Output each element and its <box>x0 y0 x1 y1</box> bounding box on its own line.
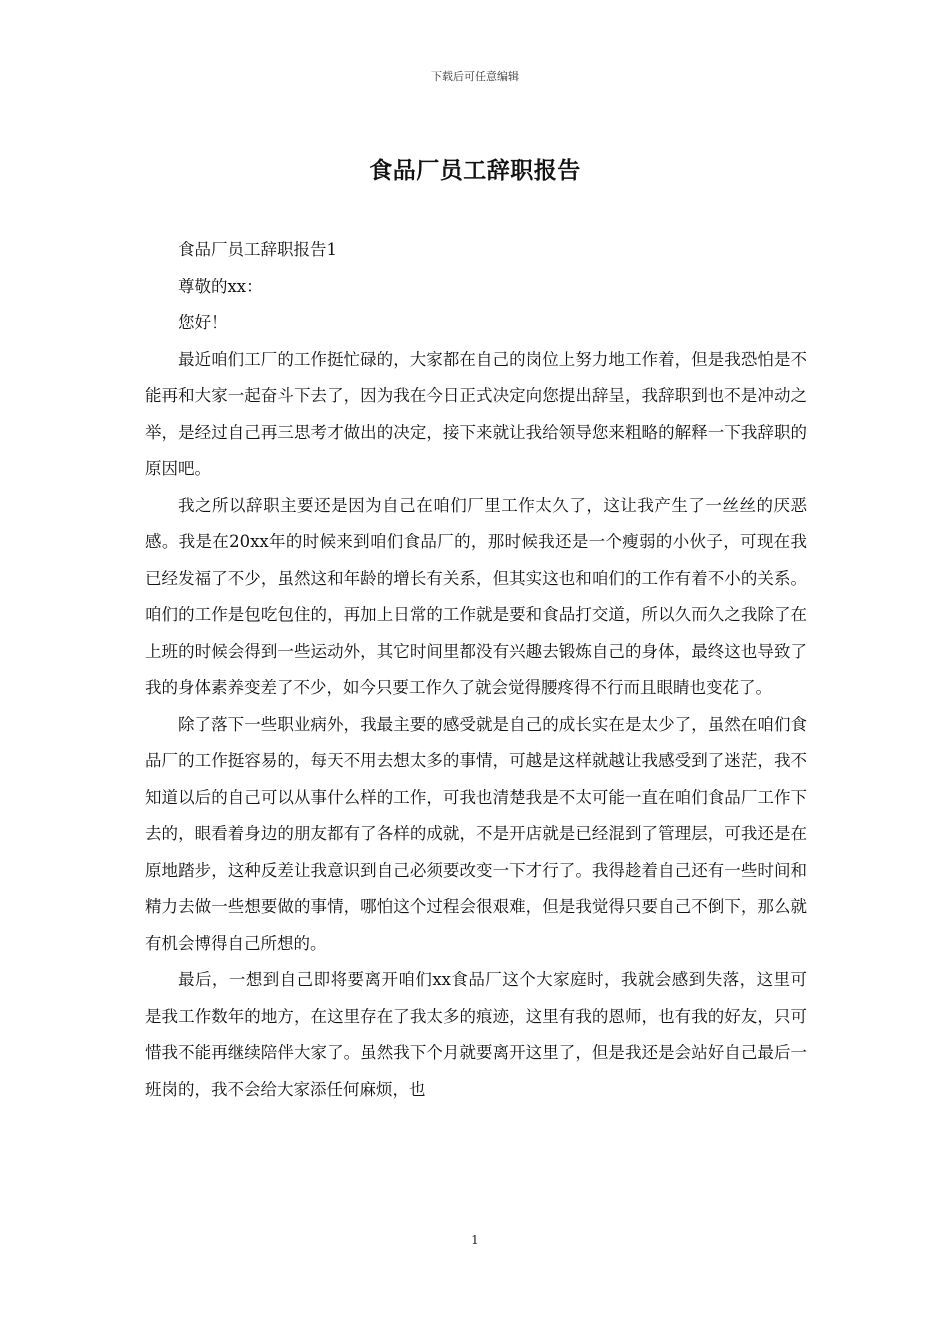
document-title: 食品厂员工辞职报告 <box>369 157 581 184</box>
document-body <box>145 232 807 1108</box>
body-paragraph-4: 最后，一想到自己即将要离开咱们xx食品厂这个大家庭时，我就会感到失落，这里可是我工作数年的地方，在这里存在了我太多的痕迹，这里有我的恩师，也有我的好友，只可惜我不能再继续陪伴大家了。虽然我下个月就要离开这里了，但是我还是会站好自己最后一班岗的，我不会给大家添任何麻烦，也 <box>145 970 807 1099</box>
body-paragraph-3: 除了落下一些职业病外，我最主要的感受就是自己的成长实在是太少了，虽然在咱们食品厂的工作挺容易的，每天不用去想太多的事情，可越是这样就越让我感受到了迷茫，我不知道以后的自己可以从事什么样的工作，可我也清楚我是不太可能一直在咱们食品厂工作下去的，眼看着身边的朋友都有了各样的成就，不是开店就是已经混到了管理层，可我还是在原地踏步，这种反差让我意识到自己必须要改变一下才行了。我得趁着自己还有一些时间和精力去做一些想要做的事情，哪怕这个过程会很艰难，但是我觉得只要自己不倒下，那么就有机会博得自己所想的。 <box>145 714 807 953</box>
page-number: 1 <box>471 1233 479 1247</box>
body-paragraph-2: 我之所以辞职主要还是因为自己在咱们厂里工作太久了，这让我产生了一丝丝的厌恶感。我是在20xx年的时候来到咱们食品厂的，那时候我还是一个瘦弱的小伙子，可现在我已经发福了不少，虽然这和年龄的增长有关系，但其实这也和咱们的工作有着不小的关系。咱们的工作是包吃包住的，再加上日常的工作就是要和食品打交道，所以久而久之我除了在上班的时候会得到一些运动外，其它时间里都没有兴趣去锻炼自己的身体，最终这也导致了我的身体素养变差了不少，如今只要工作久了就会觉得腰疼得不行而且眼睛也变花了。 <box>145 495 807 697</box>
salutation: 尊敬的xx： <box>178 276 263 296</box>
greeting: 您好！ <box>178 313 228 332</box>
report-subtitle: 食品厂员工辞职报告1 <box>178 240 337 259</box>
header-note: 下载后可任意编辑 <box>431 70 519 83</box>
body-paragraph-1: 最近咱们工厂的工作挺忙碌的，大家都在自己的岗位上努力地工作着，但是我恐怕是不能再和大家一起奋斗下去了，因为我在今日正式决定向您提出辞呈，我辞职到也不是冲动之举，是经过自己再三思考才做出的决定，接下来就让我给领导您来粗略的解释一下我辞职的原因吧。 <box>145 349 807 478</box>
